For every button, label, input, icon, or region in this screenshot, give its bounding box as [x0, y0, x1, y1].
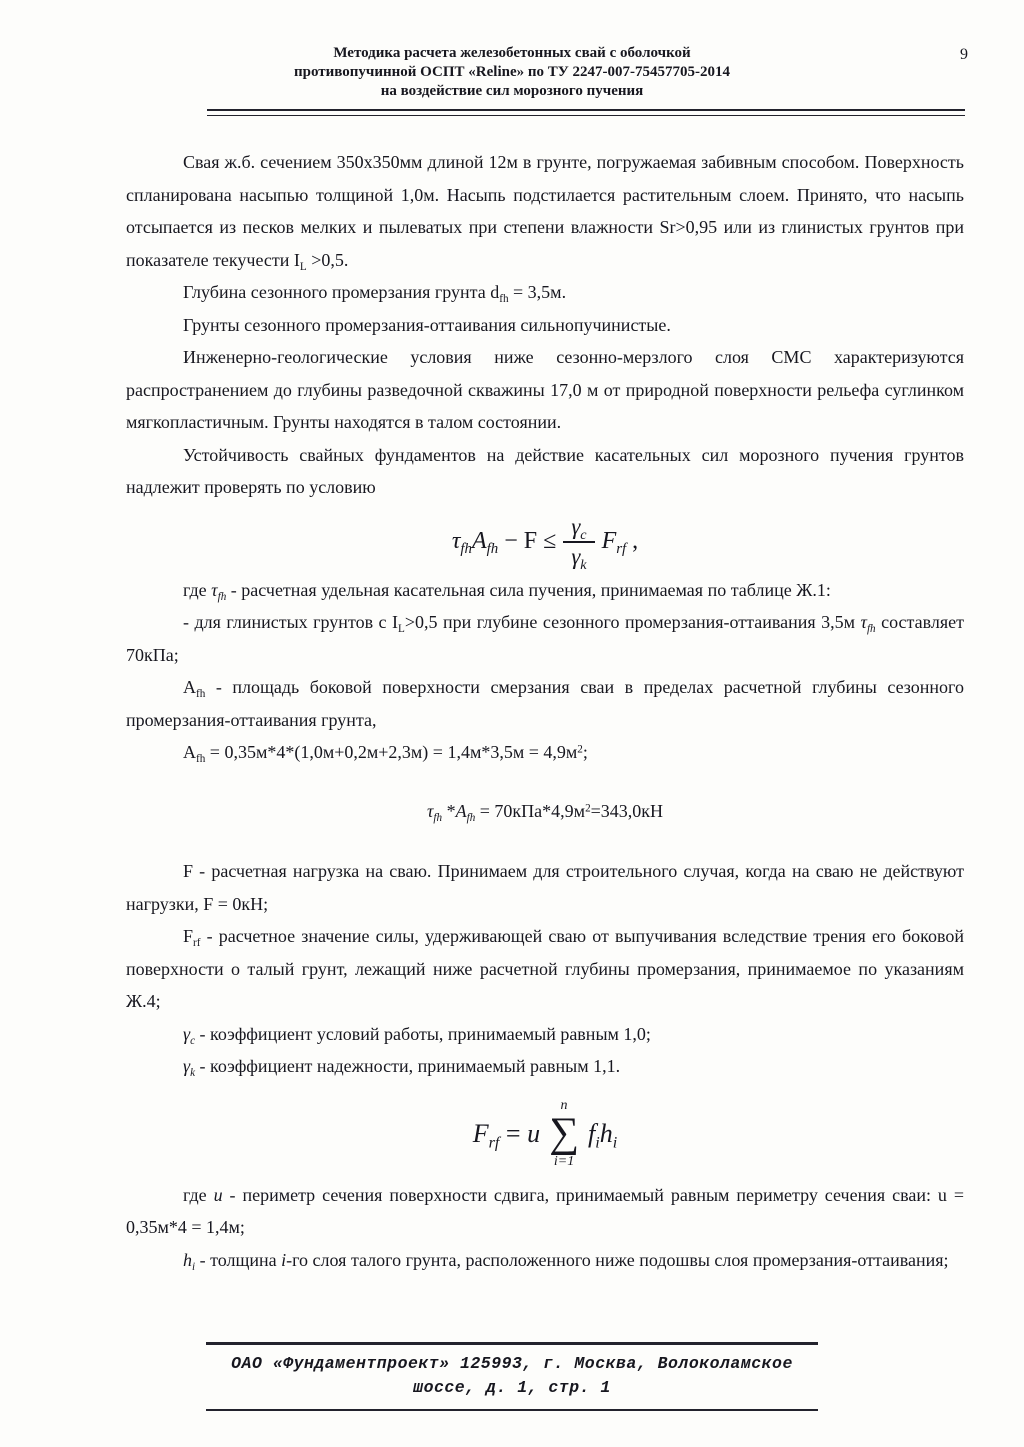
formula-tau-times-area: $\tau_{fh}$ $*A_{fh} = 70кПа*4,9м^2=343,0кН$: [426, 800, 664, 824]
fraction-denominator: $\gamma_k$: [571, 543, 587, 573]
sigma-icon: ∑: [549, 1109, 580, 1156]
formula-frf-sum: [126, 1099, 964, 1169]
fraction-numerator: $\gamma_c$: [563, 514, 594, 543]
document-title: [0, 0, 1024, 101]
formula-rhs: $F_{rf}$ ,: [601, 528, 639, 558]
header-line-2: противопучинной ОСПТ «Reline» по ТУ 2247-007-75457705-2014: [293, 64, 731, 80]
summation-symbol-block: [549, 1099, 579, 1169]
formula-sum-lhs: $F_{rf} = u$: [472, 1118, 541, 1152]
paragraph-f-load-definition: F - расчетная нагрузка на сваю. Принимаем для строительного случая, когда на сваю не действуют нагрузки, F = 0кН;: [126, 861, 964, 914]
paragraph-freezing-depth: Глубина сезонного промерзания грунта $d_{fh} = 3,5м$.: [183, 282, 567, 305]
summation-upper-limit: n: [560, 1097, 568, 1113]
footer-line-1: ОАО «Фундаментпроект» 125993, г. Москва, Волоколамское: [231, 1354, 793, 1373]
page-number: 9: [960, 46, 968, 63]
paragraph-gamma-c-definition: $\gamma_c$ - коэффициент условий работы, принимаемый равным 1,0;: [183, 1023, 651, 1047]
document-body: [0, 116, 1024, 1276]
paragraph-stability-check-intro: Устойчивость свайных фундаментов на действие касательных сил морозного пучения грунтов надлежит проверять по условию: [126, 444, 964, 497]
paragraph-afh-definition: $A_{fh}$ - площадь боковой поверхности смерзания сваи в пределах расчетной глубины сезонного промерзания-оттаивания грунта,: [126, 677, 964, 730]
paragraph-soil-heave-class: Грунты сезонного промерзания-оттаивания сильнопучинистые.: [183, 314, 671, 335]
paragraph-afh-calculation: $A_{fh} = 0,35м*4*(1,0м+0,2м+2,3м) = 1,4м*3,5м = 4,9м^2$;: [183, 742, 588, 766]
paragraph-hi-definition: $h_i$ - толщина i-го слоя талого грунта, расположенного ниже подошвы слоя промерзания-оттаивания;: [183, 1249, 949, 1273]
formula-lhs: $\tau_{fh}A_{fh} - F$ ≤: [451, 528, 557, 558]
header-line-1: Методика расчета железобетонных свай с оболочкой: [333, 45, 691, 61]
summation-lower-limit: i=1: [553, 1153, 575, 1169]
footer-line-2: шоссе, д. 1, стр. 1: [413, 1378, 611, 1397]
document-header: [0, 0, 1024, 116]
paragraph-gamma-k-definition: $\gamma_k$ - коэффициент надежности, принимаемый равным 1,1.: [183, 1056, 621, 1080]
formula-frost-heave-condition: [126, 513, 964, 573]
paragraph-clay-soils-value: - для глинистых грунтов с $I_L>0,5$ при глубине сезонного промерзания-оттаивания 3,5м $\tau_{fh}$ составляет 70кПа;: [126, 612, 964, 665]
header-line-3: на воздействие сил морозного пучения: [380, 83, 644, 99]
paragraph-geology-conditions: Инженерно-геологические условия ниже сезонно-мерзлого слоя СМС характеризуются распространением до глубины разведочной скважины 17,0 м от природной поверхности рельефа суглинком мягкопластичным. Грунты находятся в талом состоянии.: [126, 347, 964, 432]
header-rule: [207, 109, 965, 116]
paragraph-frf-definition: $F_{rf}$ - расчетное значение силы, удерживающей сваю от выпучивания вследствие трения его боковой поверхности о талый грунт, лежащий ниже расчетной глубины промерзания, принимаемое по указаниям Ж.4;: [126, 926, 964, 1012]
paragraph-u-perimeter-definition: где u - периметр сечения поверхности сдвига, принимаемый равным периметру сечения сваи: u = 0,35м*4 = 1,4м;: [126, 1184, 964, 1238]
paragraph-pile-description: Свая ж.б. сечением 350x350мм длиной 12м в грунте, погружаемая забивным способом. Поверхность спланирована насыпью толщиной 1,0м. Насыпь подстилается растительным слоем. Принято, что насыпь отсыпается из песков мелких и пылеватых при степени влажности Sr>0,95 или из глинистых грунтов при показателе текучести $I_L >0,5$.: [126, 152, 964, 273]
formula-sum-rhs: $f_ih_i$: [588, 1118, 618, 1152]
document-footer: [206, 1342, 818, 1411]
paragraph-tau-definition: где $\tau_{fh}$ - расчетная удельная касательная сила пучения, принимаемая по таблице Ж.1:: [183, 579, 831, 603]
gamma-fraction: [563, 513, 594, 573]
